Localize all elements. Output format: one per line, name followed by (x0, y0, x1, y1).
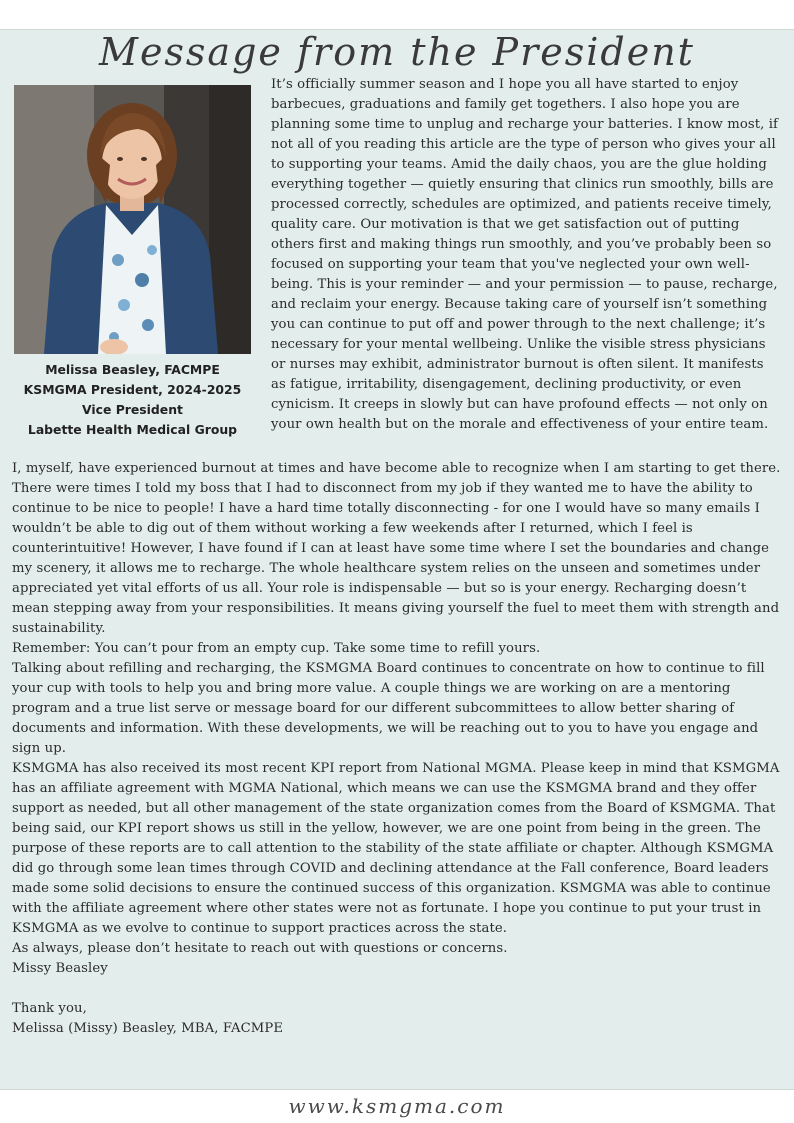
page-title: Message from the President (99, 30, 695, 74)
intro-column (271, 75, 779, 435)
caption-name: Melissa Beasley, FACMPE (45, 362, 220, 377)
intro-paragraph: It’s officially summer season and I hope you all have started to enjoy barbecues, graduations and family get togethers. I also hope you are planning some time to unplug and recharge your batteries. I know most, if not all of you reading this article are the type of person who gives your all to supporting your teams. Amid the daily chaos, you are the glue holding everything together — quietly ensuring that clinics run smoothly, bills are processed correctly, schedules are optimized, and patients receive timely, quality care. Our motivation is that we get satisfaction out of putting others first and making things run smoothly, and you’ve probably been so focused on supporting your team that you've neglected your own well-being. This is your reminder — and your permission — to pause, recharge, and reclaim your energy. Because taking care of yourself isn’t something you can continue to put off and power through to the next challenge; it’s necessary for your mental wellbeing. Unlike the visible stress physicians or nurses may exhibit, administrator burnout is often silent. It manifests as fatigue, irritability, disengagement, declining productivity, or even cynicism. It creeps in slowly but can have profound effects — not only on your own health but on the morale and effectiveness of your entire team. (271, 77, 779, 432)
president-photo (14, 85, 251, 354)
president-portrait-illustration (14, 85, 251, 354)
paragraph-contact: As always, please don’t hesitate to reach out with questions or concerns. (12, 941, 508, 956)
caption-title: Vice President (82, 402, 183, 417)
signature-line: Melissa (Missy) Beasley, MBA, FACMPE (12, 1021, 284, 1036)
article-body (12, 459, 782, 1039)
caption-organization: Labette Health Medical Group (27, 422, 238, 437)
paragraph-board: Talking about refilling and recharging, the KSMGMA Board continues to concentrate on how to continue to fill your cup with tools to help you and bring more value. A couple things we are working on are a mentoring program and a true list serve or message board for our different subcommittees to allow better sharing of documents and information. With these developments, we will be reaching out to you to have you engage and sign up. (12, 661, 765, 756)
caption-role: KSMGMA President, 2024-2025 (23, 382, 242, 397)
website-link[interactable]: www.ksmgma.com (288, 1094, 506, 1118)
paragraph-burnout: I, myself, have experienced burnout at times and have become able to recognize when I am starting to get there. There were times I told my boss that I had to disconnect from my job if they wanted me to have the ability to continue to be nice to people! I have a hard time totally disconnecting - for one I would have so many emails I wouldn’t be able to dig out of them without working a few weekends after I returned, which I feel is counterintuitive! However, I have found if I can at least have some time where I set the boundaries and change my scenery, it allows me to recharge. The whole healthcare system relies on the unseen and sometimes under appreciated yet vital efforts of us all. Your role is indispensable — but so is your energy. Recharging doesn’t mean stepping away from your responsibilities. It means giving yourself the fuel to meet them with strength and sustainability. (12, 461, 781, 636)
paragraph-kpi: KSMGMA has also received its most recent KPI report from National MGMA. Please keep in mind that KSMGMA has an affiliate agreement with MGMA National, which means we can use the KSMGMA brand and they offer support as needed, but all other management of the state organization comes from the Board of KSMGMA. That being said, our KPI report shows us still in the yellow, however, we are one point from being in the green. The purpose of these reports are to call attention to the stability of the state affiliate or chapter. Although KSMGMA did go through some lean times through COVID and declining attendance at the Fall conference, Board leaders made some solid decisions to ensure the continued success of this organization. KSMGMA was able to continue with the affiliate agreement where other states were not as fortunate. I hope you continue to put your trust in KSMGMA as we evolve to continue to support practices across the state. (12, 761, 780, 936)
closing-line: Thank you, (12, 1001, 87, 1016)
photo-caption (14, 360, 251, 440)
paragraph-sign-name: Missy Beasley (12, 961, 108, 976)
spacer (12, 979, 782, 999)
paragraph-remember: Remember: You can’t pour from an empty cup. Take some time to refill yours. (12, 641, 541, 656)
